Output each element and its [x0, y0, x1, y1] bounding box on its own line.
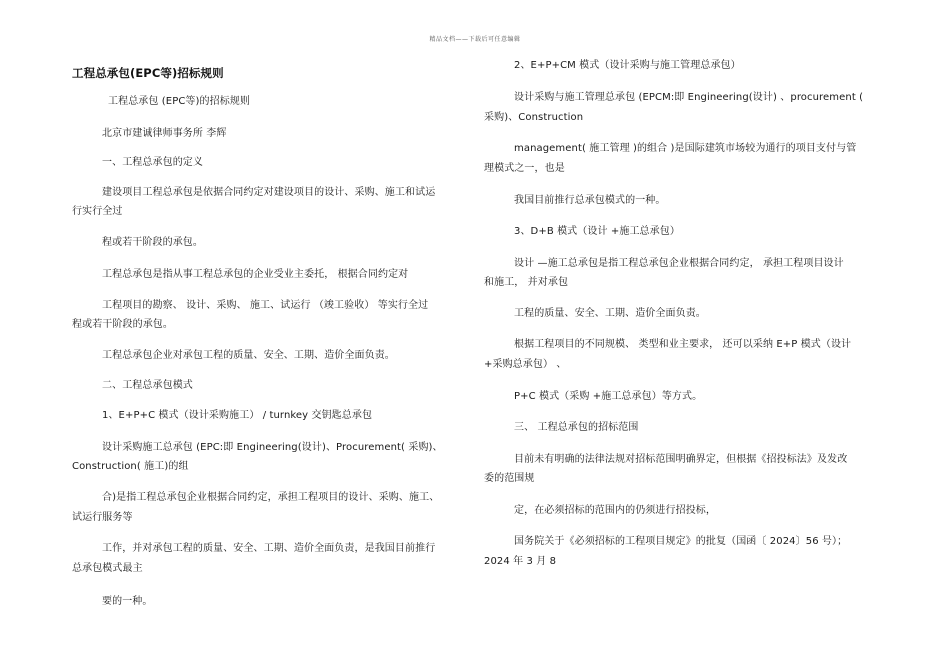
paragraph-line: P+C 模式（采购 +施工总承包）等方式。	[514, 391, 703, 402]
paragraph-line: 2024 年 3 月 8	[484, 556, 557, 567]
paragraph-line: 设计采购与施工管理总承包 (EPCM:即 Engineering(设计) 、procurement (	[514, 92, 864, 103]
paragraph-line: 工作，并对承包工程的质量、安全、工期、造价全面负责，是我国目前推行	[102, 543, 436, 554]
section-heading: 三、 工程总承包的招标范围	[514, 422, 639, 433]
section-heading: 一、工程总承包的定义	[102, 157, 203, 168]
paragraph-line: 试运行服务等	[72, 512, 133, 523]
subsection-heading: 3、D+B 模式（设计 +施工总承包）	[514, 226, 680, 237]
paragraph-line: 设计采购施工总承包 (EPC:即 Engineering(设计)、Procurement( 采购)、	[102, 442, 443, 453]
paragraph-line: 委的范围规	[484, 473, 535, 484]
subsection-heading: 1、E+P+C 模式（设计采购施工） / turnkey 交钥匙总承包	[102, 410, 373, 421]
paragraph-line: 理模式之一，也是	[484, 163, 565, 174]
paragraph-line: 合)是指工程总承包企业根据合同约定，承担工程项目的设计、采购、施工、	[102, 492, 440, 503]
paragraph-line: 行实行全过	[72, 206, 123, 217]
paragraph-line: 建设项目工程总承包是依据合同约定对建设项目的设计、采购、施工和试运	[102, 187, 436, 198]
paragraph-line: management( 施工管理 )的组合 )是国际建筑市场较为通行的项目支付与管	[514, 143, 857, 154]
subsection-heading: 2、E+P+CM 模式（设计采购与施工管理总承包）	[514, 60, 741, 71]
paragraph-line: 目前未有明确的法律法规对招标范围明确界定，但根据《招投标法》及发改	[514, 454, 848, 465]
paragraph-line: 和施工， 并对承包	[484, 277, 569, 288]
paragraph-line: 程或若干阶段的承包。	[72, 319, 173, 330]
paragraph-line: 设计 —施工总承包是指工程总承包企业根据合同约定， 承担工程项目设计	[514, 258, 844, 269]
paragraph-line: 工程项目的勘察、 设计、采购、 施工、试运行 （竣工验收） 等实行全过	[102, 300, 429, 311]
paragraph-line: 程或若干阶段的承包。	[102, 237, 203, 248]
paragraph-line: 根据工程项目的不同规模、 类型和业主要求， 还可以采纳 E+P 模式（设计	[514, 339, 852, 350]
subtitle: 工程总承包 (EPC等)的招标规则	[108, 96, 251, 107]
section-heading: 二、工程总承包模式	[102, 380, 193, 391]
author-line: 北京市建诚律师事务所 李辉	[102, 128, 227, 139]
paragraph-line: 定，在必须招标的范围内的仍须进行招投标，	[514, 505, 716, 516]
paragraph-line: 采购)、Construction	[484, 112, 584, 123]
document-title: 工程总承包(EPC等)招标规则	[72, 66, 224, 80]
paragraph-line: Construction( 施工)的组	[72, 461, 189, 472]
paragraph-line: +采购总承包） 、	[484, 359, 567, 370]
paragraph-line: 要的一种。	[102, 596, 153, 607]
paragraph-line: 工程的质量、安全、工期、造价全面负责。	[514, 308, 706, 319]
page-header-note: 精品文档——下载后可任意编辑	[429, 36, 521, 43]
paragraph-line: 我国目前推行总承包模式的一种。	[514, 195, 666, 206]
paragraph-line: 工程总承包企业对承包工程的质量、安全、工期、造价全面负责。	[102, 350, 395, 361]
paragraph-line: 工程总承包是指从事工程总承包的企业受业主委托， 根据合同约定对	[102, 269, 409, 280]
paragraph-line: 国务院关于《必须招标的工程项目规定》的批复（国函〔 2024〕56 号）；	[514, 536, 848, 547]
paragraph-line: 总承包模式最主	[72, 563, 143, 574]
